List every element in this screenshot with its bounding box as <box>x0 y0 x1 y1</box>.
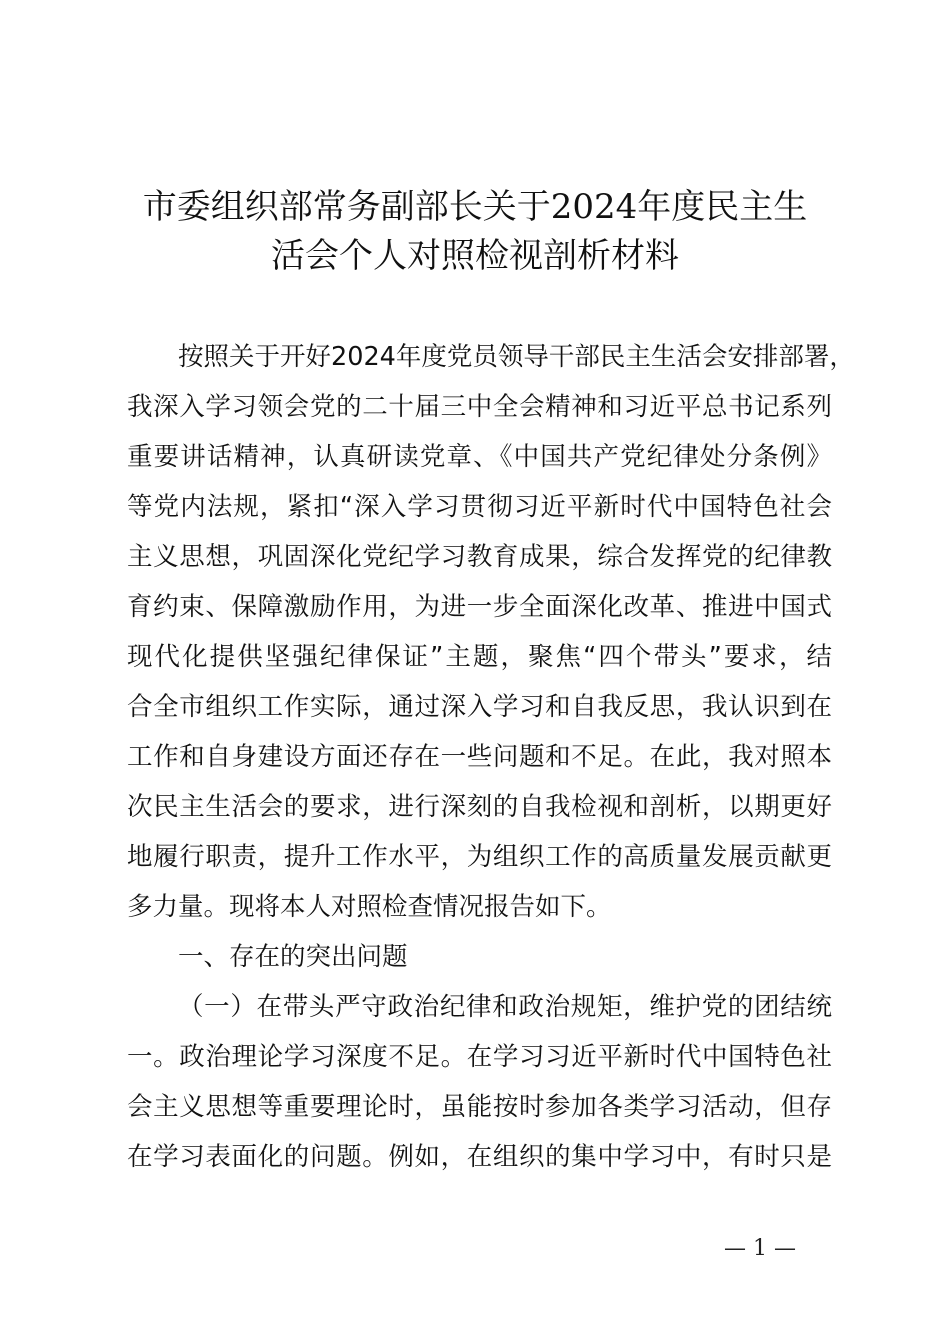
paragraph-line: 会主义思想等重要理论时，虽能按时参加各类学习活动，但存 <box>127 1092 832 1122</box>
paragraph-line: 等党内法规，紧扣“深入学习贯彻习近平新时代中国特色社会 <box>127 492 832 522</box>
paragraph-line: 合全市组织工作实际，通过深入学习和自我反思，我认识到在 <box>127 692 832 722</box>
paragraph-line: 我深入学习领会党的二十届三中全会精神和习近平总书记系列 <box>127 392 832 422</box>
paragraph-line: 工作和自身建设方面还存在一些问题和不足。在此，我对照本 <box>127 742 832 772</box>
subsection-heading-line: （一）在带头严守政治纪律和政治规矩，维护党的团结统 <box>178 992 832 1022</box>
document-title <box>100 183 850 281</box>
paragraph-line: 按照关于开好2024年度党员领导干部民主生活会安排部署， <box>178 342 855 372</box>
section-heading: 一、存在的突出问题 <box>178 942 408 972</box>
paragraph-line: 主义思想，巩固深化党纪学习教育成果，综合发挥党的纪律教 <box>127 542 832 572</box>
paragraph-line: 地履行职责，提升工作水平，为组织工作的高质量发展贡献更 <box>127 842 832 872</box>
document-body <box>127 332 855 1182</box>
paragraph-line: 次民主生活会的要求，进行深刻的自我检视和剖析，以期更好 <box>127 792 832 822</box>
title-line-1: 市委组织部常务副部长关于2024年度民主生 <box>142 187 808 227</box>
paragraph-line: 在学习表面化的问题。例如，在组织的集中学习中，有时只是 <box>127 1142 832 1172</box>
paragraph-line: 重要讲话精神，认真研读党章、《中国共产党纪律处分条例》 <box>127 442 832 472</box>
paragraph-line: 现代化提供坚强纪律保证”主题，聚焦“四个带头”要求，结 <box>127 642 832 672</box>
title-line-2: 活会个人对照检视剖析材料 <box>271 236 679 276</box>
paragraph-line: 一。政治理论学习深度不足。在学习习近平新时代中国特色社 <box>127 1042 832 1072</box>
paragraph-line: 多力量。现将本人对照检查情况报告如下。 <box>127 892 612 922</box>
paragraph-line: 育约束、保障激励作用，为进一步全面深化改革、推进中国式 <box>127 592 832 622</box>
page-number: — 1 — <box>724 1236 796 1261</box>
